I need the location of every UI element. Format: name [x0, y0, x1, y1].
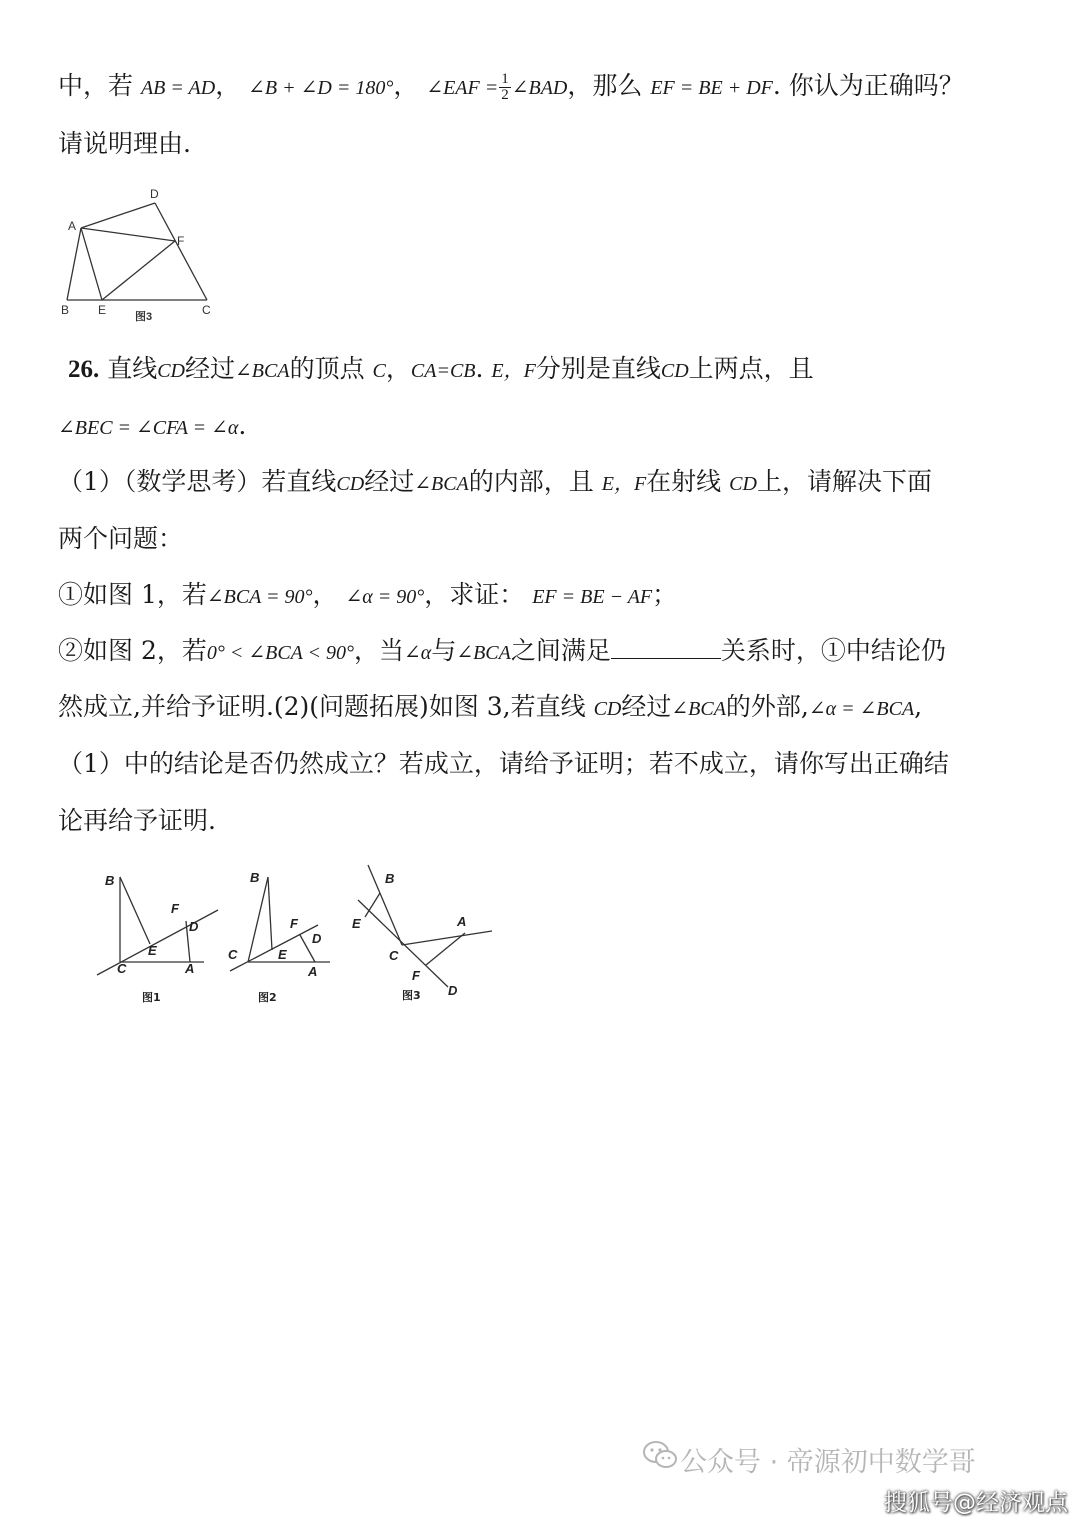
q26-text: 经过 [364, 467, 415, 496]
math-e-f: E，F [491, 360, 536, 382]
label-C: C [202, 303, 211, 317]
line-CD [230, 925, 318, 971]
math-cd: CD [157, 360, 186, 382]
fig3-label-A: A [457, 914, 467, 929]
q26-line-8: （1）中的结论是否仍然成立？若成立，请给予证明；若不成立，请你写出正确结 [58, 749, 949, 778]
math-cd: CD [660, 360, 689, 382]
q26-text: 的顶点 [289, 354, 365, 383]
answer-blank[interactable] [611, 636, 721, 659]
fig3-label-C: C [389, 948, 399, 963]
q26-line-7 [58, 689, 922, 727]
fig3-label-B: B [385, 871, 395, 886]
q25-line-1 [58, 68, 964, 106]
math-angle-sum: ∠B + ∠D = 180° [248, 77, 394, 99]
label-E: E [98, 303, 107, 317]
fig1-label-A: A [185, 961, 195, 976]
q26-text: 上，请解决下面 [756, 467, 932, 496]
math-fraction-half [499, 72, 511, 103]
math-ab-ad: AB = AD [140, 77, 216, 99]
q25-text: . 你认为正确吗？ [772, 71, 964, 100]
wechat-icon [643, 1440, 677, 1470]
math-cd: CD [593, 698, 622, 720]
fig1-label-F: F [171, 901, 179, 916]
fig2-label-A: A [308, 964, 318, 979]
question-number: 26. [68, 356, 100, 383]
fig2-label-D: D [312, 931, 322, 946]
seg-CB [248, 877, 268, 962]
sohu-watermark: 搜狐号@经济观点 [884, 1490, 1068, 1516]
math-bca: ∠BCA [456, 642, 511, 664]
line-CD [97, 910, 218, 975]
seg-EF [102, 241, 175, 300]
math-alpha-eq-bca: ∠α = ∠BCA [808, 698, 915, 720]
line-CD [358, 900, 448, 987]
figure-3 [358, 865, 492, 987]
fig3-label-E: E [352, 916, 361, 931]
fig2-caption: 图2 [258, 991, 277, 1004]
q26-text: 的内部，且 [468, 467, 594, 496]
seg-DA [81, 203, 155, 228]
fig2-label-F: F [290, 916, 298, 931]
q26-text: , [914, 692, 923, 721]
q26-line-2 [58, 408, 246, 446]
seg-BE [268, 877, 272, 950]
seg-AE [81, 228, 102, 300]
q25-comma: ， [215, 71, 241, 100]
math-bca: ∠BCA [235, 360, 290, 382]
figure-caption: 图3 [135, 311, 153, 323]
math-bca-range: 0° < ∠BCA < 90° [206, 642, 355, 664]
fig1-label-C: C [117, 961, 127, 976]
q26-line-4: 两个问题： [58, 524, 184, 553]
q26-text: 与 [431, 636, 457, 665]
seg-CA [402, 931, 492, 945]
fig1-label-D: D [189, 919, 199, 934]
seg-AB [67, 228, 81, 300]
q25-text: ，那么 [567, 71, 643, 100]
figures-q26 [90, 855, 510, 1015]
q26-text: 直线 [107, 354, 158, 383]
q26-line-9: 论再给予证明. [58, 806, 216, 835]
label-F: F [177, 234, 185, 248]
wechat-watermark: 公众号 · 帝源初中数学哥 [680, 1447, 976, 1478]
math-alpha: ∠α [404, 642, 432, 664]
q26-text: 然成立,并给予证明.(2)(问题拓展)如图 3,若直线 [58, 692, 586, 721]
figure-q25 [55, 183, 225, 323]
q26-text: ， [385, 354, 411, 383]
label-A: A [68, 219, 77, 233]
q26-text: . [475, 354, 484, 383]
q26-text: 在射线 [646, 467, 722, 496]
fig2-label-B: B [250, 870, 260, 885]
figure-1 [97, 877, 218, 975]
fig1-caption: 图1 [142, 991, 161, 1004]
math-angle-equality: ∠BEC = ∠CFA = ∠α [58, 417, 239, 439]
q25-line-2: 请说明理由. [58, 129, 191, 158]
q26-text: 分别是直线 [535, 354, 661, 383]
math-cd: CD [729, 473, 757, 495]
q26-text: . [238, 411, 247, 440]
q26-text: 之间满足 [510, 636, 611, 665]
q26-line-3 [58, 464, 932, 502]
fig3-label-D: D [448, 983, 458, 998]
q26-text: 经过 [621, 692, 672, 721]
label-D: D [150, 187, 159, 201]
math-alpha-90: ∠α = 90° [345, 586, 425, 608]
fig1-label-B: B [105, 873, 115, 888]
q26-text: 经过 [185, 354, 236, 383]
q26-text: 关系时，①中结论仍 [720, 636, 946, 665]
math-c: C [372, 360, 386, 382]
fig2-label-C: C [228, 947, 238, 962]
fig2-label-E: E [278, 947, 287, 962]
math-bca: ∠BCA [671, 698, 726, 720]
math-bad: ∠BAD [511, 77, 568, 99]
q26-line-6 [58, 633, 946, 671]
q26-text: ，当 [354, 636, 405, 665]
label-B: B [61, 303, 70, 317]
math-ef-sum: EF = BE + DF [650, 77, 773, 99]
seg-BE [120, 877, 150, 944]
q26-text: 的外部, [725, 692, 809, 721]
q26-text: ②如图 2，若 [58, 636, 207, 665]
math-eaf: ∠EAF = [426, 77, 499, 99]
q26-text: ①如图 1，若 [58, 580, 207, 609]
q26-text: ； [652, 580, 678, 609]
q26-text: ， [312, 580, 338, 609]
fraction-denominator: 2 [501, 87, 509, 103]
math-ca-cb: CA=CB [410, 360, 476, 382]
math-bca-90: ∠BCA = 90° [206, 586, 313, 608]
seg-AF [81, 228, 175, 241]
fig1-label-E: E [148, 943, 157, 958]
fraction-numerator: 1 [501, 71, 509, 87]
fig3-caption: 图3 [402, 989, 421, 1002]
math-e-f: E，F [601, 473, 647, 495]
math-ef-diff: EF = BE − AF [532, 586, 653, 608]
q26-text: 上两点，且 [688, 354, 814, 383]
fig3-label-F: F [412, 968, 420, 983]
math-bca: ∠BCA [414, 473, 469, 495]
q26-text: ，求证： [424, 580, 525, 609]
q26-text: （1）（数学思考）若直线 [58, 467, 337, 496]
q26-line-1 [68, 351, 814, 389]
q25-comma: ， [393, 71, 419, 100]
q25-text: 中，若 [58, 71, 134, 100]
q26-line-5 [58, 577, 677, 615]
math-cd: CD [336, 473, 365, 495]
